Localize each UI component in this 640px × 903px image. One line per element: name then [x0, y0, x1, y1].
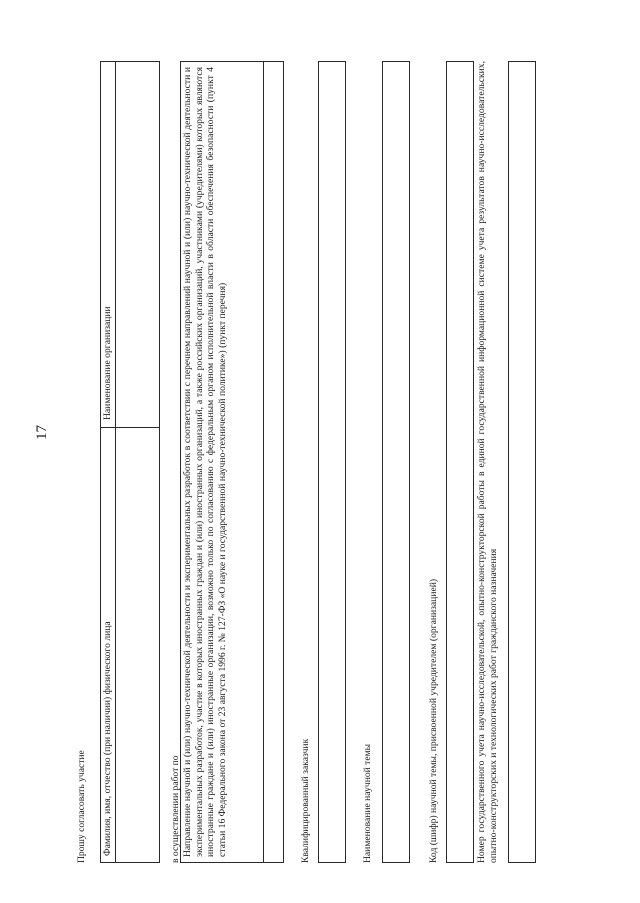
participants-col1-header: Фамилия, имя, отчество (при наличии) физического лица — [102, 621, 113, 856]
direction-box-rule — [263, 62, 264, 862]
request-heading: Прошу согласовать участие — [76, 750, 87, 863]
participants-table-header-rule — [115, 62, 116, 862]
page-number: 17 — [34, 425, 50, 440]
participants-col2-header: Наименование организации — [102, 306, 113, 420]
participants-table — [100, 61, 160, 863]
in-work-label: в осуществлении работ по — [170, 755, 181, 863]
topic-code-label: Код (шифр) научной темы, присвоенной учредителем (организацией) — [428, 578, 439, 863]
topic-code-field — [446, 61, 474, 863]
participants-table-divider — [101, 427, 159, 428]
qualified-customer-field — [318, 61, 346, 863]
registration-paragraph: Номер государственного учета научно-исследовательской, опытно-конструкторской работы в единой государственной информационной системе учета результатов научно-исследовательских, опытно-конструкторских и технологических работ гражданского назначения — [476, 61, 499, 863]
direction-box — [180, 61, 284, 863]
topic-name-label: Наименование научной темы — [362, 743, 373, 863]
topic-name-field — [382, 61, 410, 863]
direction-paragraph: Направление научной и (или) научно-технической деятельности и экспериментальных разработок в соответствии с перечнем направлений научной и (или) научно-технической деятельности и экспериментальных разработок, участие в которых иностранных граждан и (или) иностранных организаций, а также российских организаций, участниками (учредителями) которых являются иностранные граждане и (или) иностранные организации, возможно только по согласованию с федеральным органом исполнительной власти в области обеспечения безопасности (пункт 4 статьи 16 Федерального закона от 23 августа 1996 г. № 127-ФЗ «О науке и государственной научно-технической политике») (пункт перечня) — [182, 67, 228, 857]
qualified-customer-label: Квалифицированный заказчик — [300, 738, 311, 863]
registration-field — [508, 61, 536, 863]
